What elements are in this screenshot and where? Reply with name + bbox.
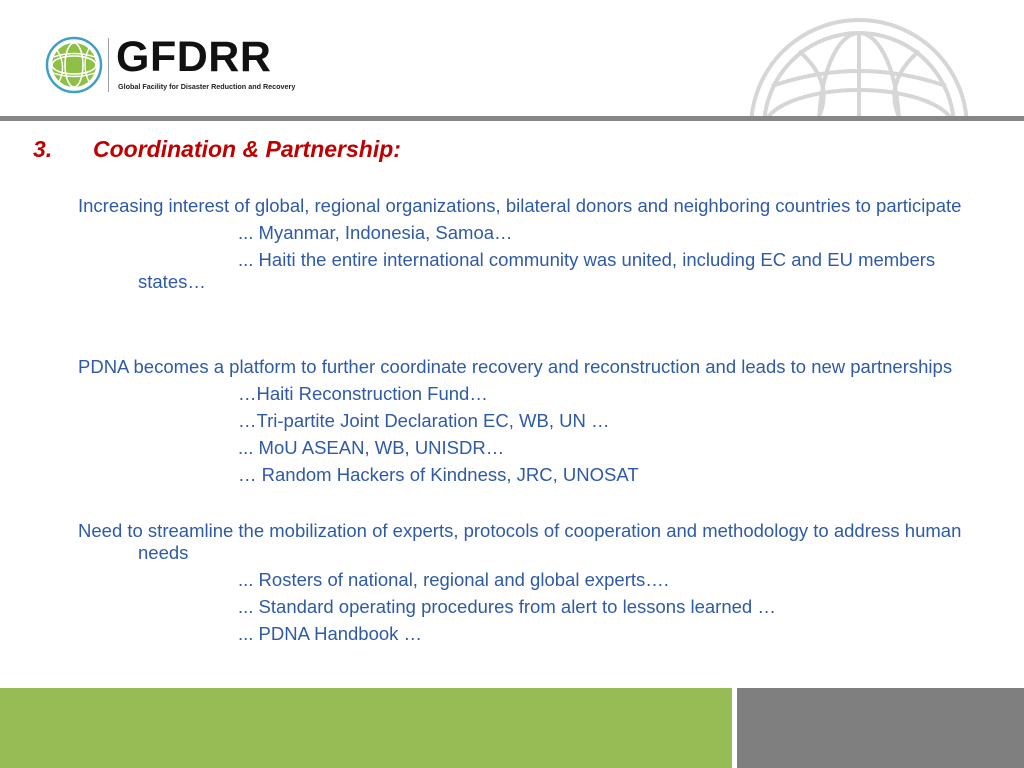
header-rule (0, 116, 1024, 121)
sub-item: ... Haiti the entire international community was united, including EC and EU members states… (138, 249, 936, 292)
section-title: Coordination & Partnership: (93, 136, 401, 162)
watermark-globe-icon (744, 16, 974, 119)
sub-item: … Random Hackers of Kindness, JRC, UNOSAT (238, 464, 639, 485)
footer-green-bar (0, 688, 732, 768)
logo-tagline: Global Facility for Disaster Reduction and Recovery (118, 82, 296, 91)
sub-item: ... MoU ASEAN, WB, UNISDR… (238, 437, 505, 458)
spacer (78, 293, 988, 356)
section-heading (33, 136, 401, 163)
sub-item: ... PDNA Handbook … (238, 623, 423, 644)
gfdrr-logo (45, 33, 305, 98)
logo-wordmark: GFDRR (116, 33, 272, 81)
bullet-paragraph: Increasing interest of global, regional organizations, bilateral donors and neighboring countries to participate (78, 195, 962, 216)
sub-item: ... Rosters of national, regional and global experts…. (238, 569, 669, 590)
sub-item: ... Myanmar, Indonesia, Samoa… (238, 222, 513, 243)
slide-body (78, 195, 988, 645)
sub-item: …Tri-partite Joint Declaration EC, WB, UN … (238, 410, 610, 431)
footer-gray-bar (737, 688, 1024, 768)
bullet-paragraph: PDNA becomes a platform to further coordinate recovery and reconstruction and leads to new partnerships (78, 356, 953, 377)
logo-separator (108, 38, 109, 92)
bullet-paragraph: Need to streamline the mobilization of experts, protocols of cooperation and methodology to address human needs (78, 520, 962, 563)
section-number: 3. (33, 136, 53, 162)
globe-icon (45, 36, 103, 94)
sub-item: ... Standard operating procedures from alert to lessons learned … (238, 596, 776, 617)
spacer (78, 486, 988, 520)
sub-item: …Haiti Reconstruction Fund… (238, 383, 488, 404)
